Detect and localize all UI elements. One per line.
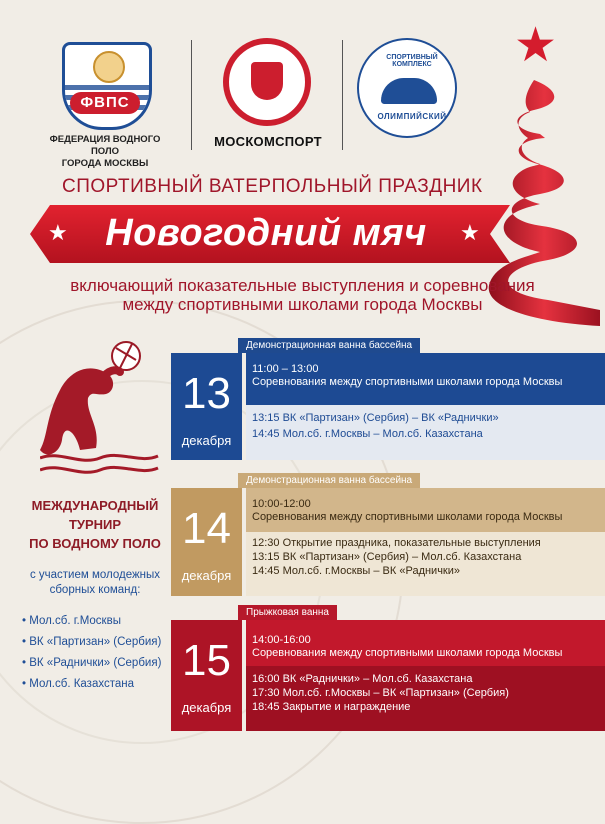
list-item: 13:15 ВК «Партизан» (Сербия) – Мол.сб. Казахстана	[252, 551, 522, 563]
main-event: 14:00-16:00 Соревнования между спортивными школами города Москвы	[246, 620, 605, 666]
venue-label: Демонстрационная ванна бассейна	[238, 338, 420, 353]
stadium-icon	[381, 78, 437, 104]
schedule-day-14	[171, 473, 605, 596]
fvps-badge: ФВПС	[70, 92, 140, 114]
list-item: 17:30 Мол.сб. г.Москвы – ВК «Партизан» (Сербия)	[252, 687, 509, 699]
main-event: 11:00 – 13:00 Соревнования между спортивными школами города Москвы	[246, 353, 605, 405]
list-item: 16:00 ВК «Раднички» – Мол.сб. Казахстана	[252, 673, 473, 685]
water-polo-ball-icon	[93, 51, 125, 83]
list-item: • Мол.сб. г.Москвы	[22, 611, 192, 632]
list-item: 18:45 Закрытие и награждение	[252, 701, 411, 713]
logo-divider	[191, 40, 192, 150]
moskomsport-caption: МОСКОМСПОРТ	[214, 134, 322, 149]
event-description: включающий показательные выступления и соревнования между спортивными школами города Москвы	[70, 276, 535, 314]
list-item: • ВК «Партизан» (Сербия)	[22, 632, 192, 653]
olimpiysky-logo	[352, 38, 462, 148]
date-month: декабря	[181, 433, 232, 448]
date-box	[171, 488, 242, 596]
fvps-logo	[40, 38, 170, 168]
tournament-subtitle: с участием молодежных сборных команд:	[29, 569, 161, 596]
list-item: 12:30 Открытие праздника, показательные выступления	[252, 537, 541, 549]
list-item: 14:45 Мол.сб. г.Москвы – ВК «Раднички»	[252, 565, 461, 577]
schedule-day-15	[171, 605, 605, 731]
date-day: 14	[182, 504, 231, 553]
main-event: 10:00-12:00 Соревнования между спортивными школами города Москвы	[246, 488, 605, 532]
moscow-emblem-icon	[223, 38, 311, 126]
event-title: Новогодний мяч	[105, 212, 427, 254]
venue-label: Демонстрационная ванна бассейна	[238, 473, 420, 488]
date-box	[171, 353, 242, 460]
match-list	[246, 405, 605, 460]
moskomsport-logo	[205, 38, 331, 168]
logo-divider	[342, 40, 343, 150]
date-month: декабря	[181, 700, 232, 715]
olimpiysky-emblem-icon: СПОРТИВНЫЙ КОМПЛЕКС ОЛИМПИЙСКИЙ	[357, 38, 457, 138]
subtitle: СПОРТИВНЫЙ ВАТЕРПОЛЬНЫЙ ПРАЗДНИК	[62, 176, 483, 197]
fvps-caption: ФЕДЕРАЦИЯ ВОДНОГО ПОЛО ГОРОДА МОСКВЫ	[49, 134, 161, 169]
list-item: 14:45 Мол.сб. г.Москвы – Мол.сб. Казахстана	[252, 428, 483, 440]
star-icon: ★	[460, 220, 480, 245]
tournament-title: МЕЖДУНАРОДНЫЙ ТУРНИР ПО ВОДНОМУ ПОЛО	[29, 498, 161, 551]
venue-label: Прыжковая ванна	[238, 605, 337, 620]
list-item: 13:15 ВК «Партизан» (Сербия) – ВК «Раднички»	[252, 412, 499, 424]
fvps-shield-icon	[62, 42, 152, 130]
star-icon: ★	[48, 220, 68, 245]
teams-list	[22, 611, 192, 695]
date-day: 13	[182, 369, 231, 418]
red-star-icon: ★	[514, 19, 558, 72]
list-item: • Мол.сб. Казахстана	[22, 674, 192, 695]
match-list	[246, 532, 605, 596]
schedule-day-13	[171, 338, 605, 460]
water-polo-player-icon	[40, 330, 160, 480]
date-month: декабря	[181, 568, 232, 583]
list-item: • ВК «Раднички» (Сербия)	[22, 653, 192, 674]
date-day: 15	[182, 636, 231, 685]
match-list	[246, 666, 605, 731]
date-box	[171, 620, 242, 731]
